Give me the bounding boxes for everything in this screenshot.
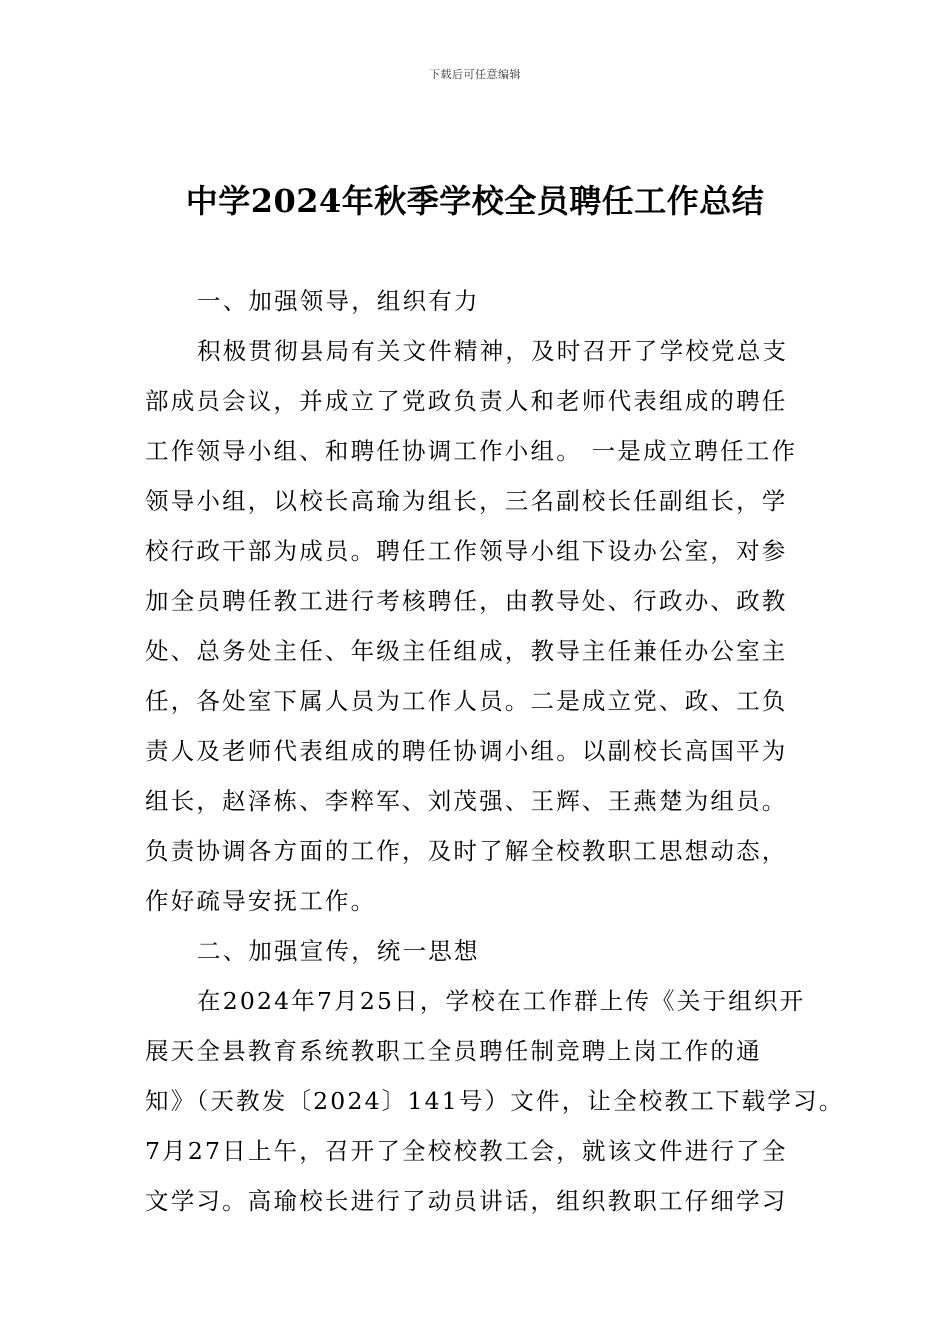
- paragraph-line: 加全员聘任教工进行考核聘任，由教导处、行政办、政教: [145, 587, 788, 615]
- paragraph-line: 部成员会议，并成立了党政负责人和老师代表组成的聘任: [145, 387, 788, 415]
- paragraph-line: 任，各处室下属人员为工作人员。二是成立党、政、工负: [145, 687, 788, 715]
- header-note: 下载后可任意编辑: [429, 68, 521, 81]
- paragraph-line: 领导小组，以校长高瑜为组长，三名副校长任副组长，学: [145, 487, 788, 515]
- paragraph-line: 工作领导小组、和聘任协调工作小组。 一是成立聘任工作: [145, 437, 798, 465]
- paragraph-line: 组长，赵泽栋、李粹军、刘茂强、王辉、王燕楚为组员。: [145, 787, 788, 815]
- paragraph-line: 负责协调各方面的工作，及时了解全校教职工思想动态，: [145, 837, 788, 865]
- paragraph-line: 展天全县教育系统教职工全员聘任制竞聘上岗工作的通: [145, 1037, 762, 1065]
- document-body: [145, 276, 845, 1226]
- paragraph-line: 7月27日上午，召开了全校校教工会，就该文件进行了全: [145, 1137, 788, 1165]
- paragraph-line: 文学习。高瑜校长进行了动员讲话，组织教职工仔细学习: [145, 1187, 788, 1215]
- section-heading: 二、加强宣传，统一思想: [197, 937, 480, 965]
- document-title: 中学2024年秋季学校全员聘任工作总结: [185, 182, 765, 220]
- paragraph-line: 责人及老师代表组成的聘任协调小组。以副校长高国平为: [145, 737, 788, 765]
- paragraph-line: 作好疏导安抚工作。: [145, 887, 377, 915]
- section-heading: 一、加强领导，组织有力: [197, 287, 480, 315]
- paragraph-line: 校行政干部为成员。聘任工作领导小组下设办公室，对参: [145, 537, 788, 565]
- paragraph-line: 在2024年7月25日，学校在工作群上传《关于组织开: [197, 987, 806, 1015]
- paragraph-line: 知》（天教发〔2024〕141号）文件，让全校教工下载学习。: [145, 1087, 845, 1115]
- paragraph-line: 处、总务处主任、年级主任组成，教导主任兼任办公室主: [145, 637, 788, 665]
- paragraph-line: 积极贯彻县局有关文件精神，及时召开了学校党总支: [197, 337, 789, 365]
